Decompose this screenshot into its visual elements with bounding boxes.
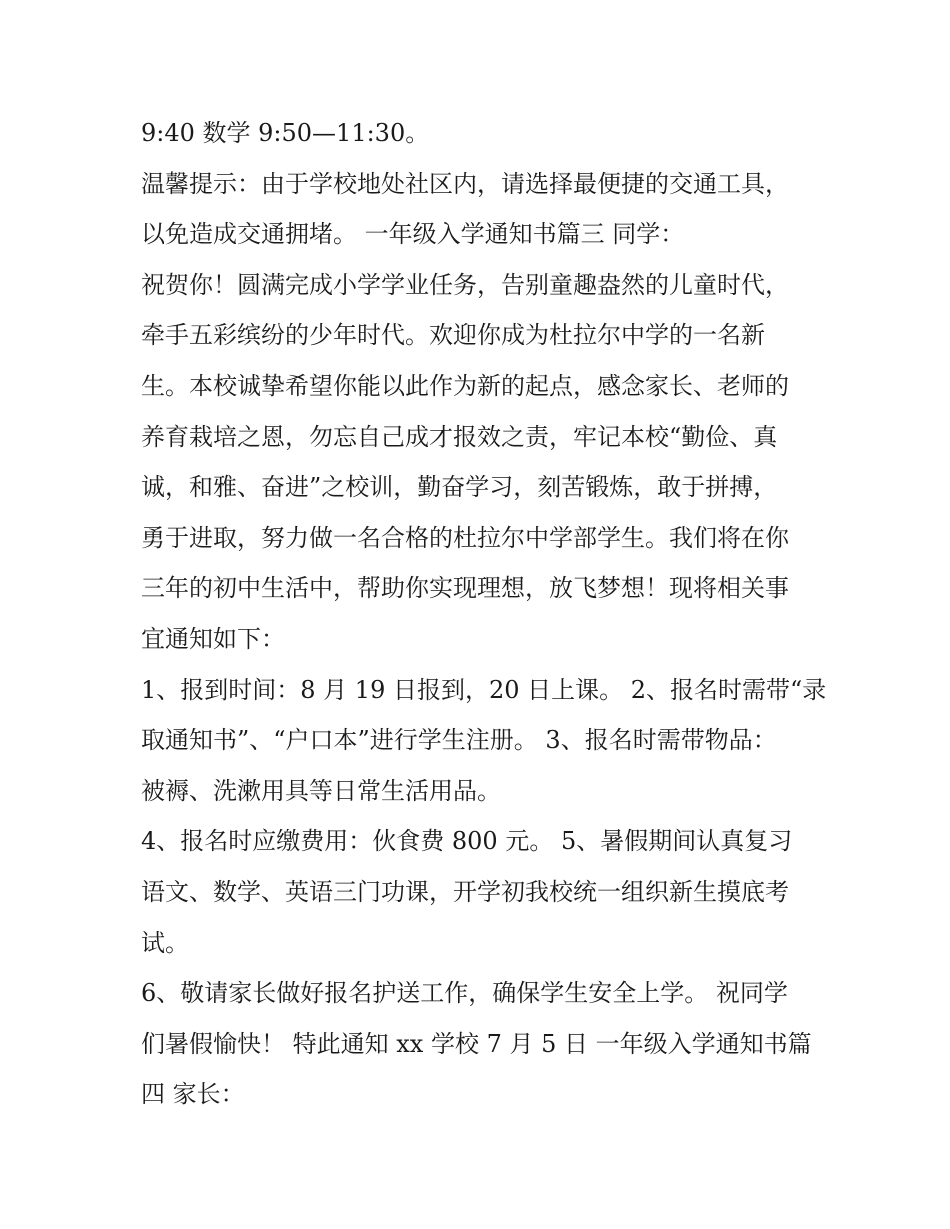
text-line-20: 四 家长： xyxy=(141,1080,245,1109)
text-line-2: 温馨提示：由于学校地处社区内，请选择最便捷的交通工具， xyxy=(141,169,789,198)
text-line-10: 三年的初中生活中，帮助你实现理想，放飞梦想！现将相关事 xyxy=(141,574,789,603)
text-line-18: 6、敬请家长做好报名护送工作，确保学生安全上学。 祝同学 xyxy=(141,979,788,1008)
text-line-8: 诚，和雅、奋进”之校训，勤奋学习，刻苦锻炼，敢于拼搏， xyxy=(141,473,778,502)
text-line-9: 勇于进取，努力做一名合格的杜拉尔中学部学生。我们将在你 xyxy=(141,523,789,552)
text-line-17: 试。 xyxy=(141,928,189,957)
text-line-1: 9:40 数学 9:50—11:30。 xyxy=(141,119,430,147)
text-line-13: 取通知书”、“户口本”进行学生注册。 3、报名时需带物品： xyxy=(141,726,777,755)
text-line-19: 们暑假愉快！ 特此通知 xx 学校 7 月 5 日 一年级入学通知书篇 xyxy=(141,1029,812,1058)
text-line-15: 4、报名时应缴费用：伙食费 800 元。 5、暑假期间认真复习 xyxy=(141,827,793,856)
text-line-11: 宜通知如下： xyxy=(141,624,285,653)
text-line-12: 1、报到时间：8 月 19 日报到，20 日上课。 2、报名时需带“录 xyxy=(141,675,827,704)
text-line-4: 祝贺你！圆满完成小学学业任务，告别童趣盎然的儿童时代， xyxy=(141,270,789,299)
document-body xyxy=(141,108,827,1120)
text-line-5: 牵手五彩缤纷的少年时代。欢迎你成为杜拉尔中学的一名新 xyxy=(141,321,765,350)
text-line-7: 养育栽培之恩，勿忘自己成才报效之责，牢记本校“勤俭、真 xyxy=(141,422,778,451)
text-line-16: 语文、数学、英语三门功课，开学初我校统一组织新生摸底考 xyxy=(141,877,789,906)
text-line-3: 以免造成交通拥堵。 一年级入学通知书篇三 同学： xyxy=(141,220,685,249)
text-line-6: 生。本校诚挚希望你能以此作为新的起点，感念家长、老师的 xyxy=(141,371,789,400)
text-line-14: 被褥、洗漱用具等日常生活用品。 xyxy=(141,776,501,805)
